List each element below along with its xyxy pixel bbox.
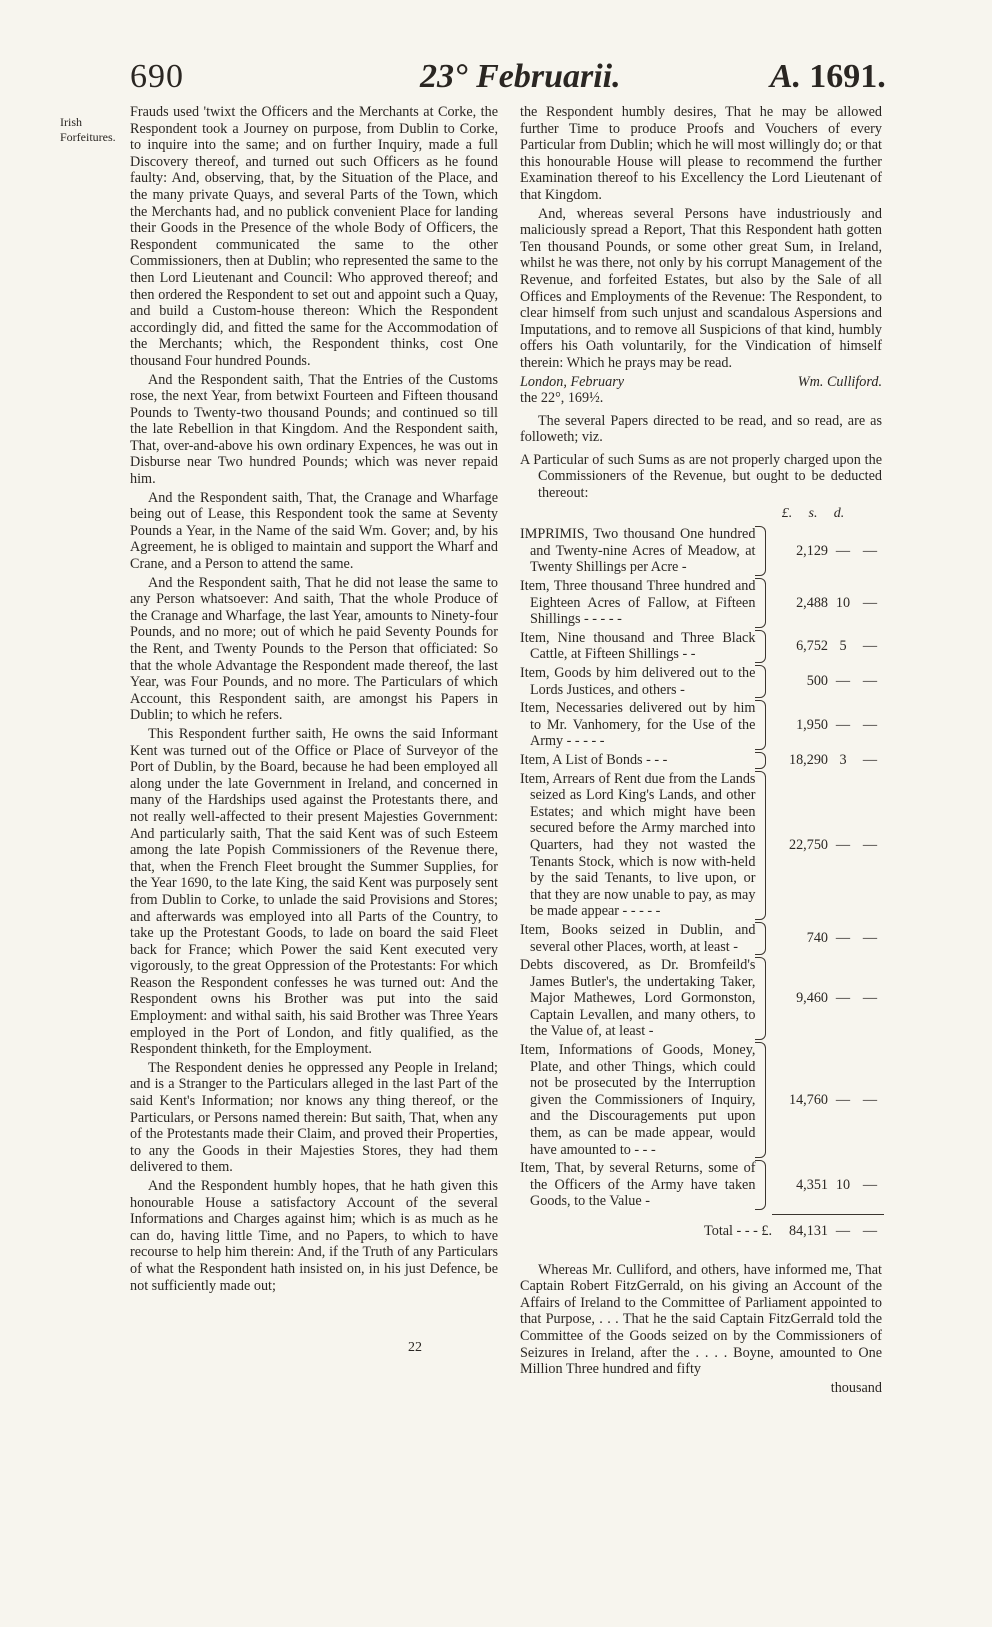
amount-pounds: 6,752 xyxy=(796,638,828,655)
account-row xyxy=(520,700,882,750)
right-paragraph: the Respondent humbly desires, That he may be allowed further Time to produce Proofs and Vouchers of every Particular from Dublin; which he will most willingly do; or that this honourable House will please to recommend the further Examination thereof to his Excellency the Lord Lieutenant of that Kingdom. xyxy=(520,104,882,203)
total-label: Total - - - £. xyxy=(704,1223,772,1239)
account-description: Item, Books seized in Dublin, and several other Places, worth, at least - xyxy=(520,921,756,955)
account-amount xyxy=(772,543,882,560)
total-amount xyxy=(772,1223,882,1240)
papers-note: The several Papers directed to be read, and so read, are as followeth; viz. xyxy=(520,412,882,446)
amount-shillings: 5 xyxy=(839,638,847,655)
signature-place: London, February xyxy=(520,373,625,390)
header-pence: d. xyxy=(833,505,845,521)
account-amount xyxy=(772,595,882,612)
account-row xyxy=(520,665,882,698)
running-title: 23° Februarii. xyxy=(420,58,621,95)
account-headers xyxy=(520,506,882,523)
header-pounds: £. xyxy=(781,505,793,521)
amount-pence: — xyxy=(862,751,878,768)
brace-mark xyxy=(755,1160,766,1210)
account-row xyxy=(520,752,882,769)
bottom-paragraph: Whereas Mr. Culliford, and others, have informed me, That Captain Robert FitzGerrald, on his giving an Account of the Affairs of Ireland to the Committee of Parliament appointed to that Purpose, . . . That he the said Captain FitzGerrald told the Committee of the Goods seized on by the Commissioners of Seizures in Ireland, after the . . . . Boyne, amounted to One Million Three hundred and fifty xyxy=(520,1261,882,1378)
right-column xyxy=(520,104,882,1396)
brace-mark xyxy=(755,665,766,698)
account-amount xyxy=(772,1177,882,1194)
amount-shillings: — xyxy=(835,990,851,1007)
year-value: 1691. xyxy=(809,58,886,95)
account-description: Item, A List of Bonds - - - xyxy=(520,751,668,768)
left-paragraph: The Respondent denies he oppressed any People in Ireland; and is a Stranger to the Particulars alleged in the last Part of the said Kent's Information; nor knows any thing thereof, or the Particulars, or Persons named therein: But saith, That, when any of the Protestants made their Claim, and proved their Properties, to any the Goods in their Majesties Stores, they had them delivered to them. xyxy=(130,1059,498,1176)
signature-name: Wm. Culliford. xyxy=(797,373,882,390)
total-shillings: — xyxy=(835,1223,851,1239)
catchword: thousand xyxy=(830,1379,882,1396)
brace-mark xyxy=(755,630,766,663)
account-description: Item, Three thousand Three hundred and Eighteen Acres of Fallow, at Fifteen Shillings - - - - - xyxy=(520,578,756,628)
left-paragraph: This Respondent further saith, He owns the said Informant Kent was turned out of the Office or Place of Surveyor of the Port of Dublin, by the Board, because he had been employed all along under the late Government in Ireland, and concerned in many of the Hardships used against the Protestants there, and not really well-affected to their present Majesties Government: And particularly saith, That the said Kent was of such Esteem among the late Popish Commissioners of the Revenue there, that, when the French Fleet brought the Summer Supplies, for the Year 1690, to the late King, the said Kent was purposely sent from Dublin to Corke, to unlade the said Provisions and Stores; and afterwards was employed into all Parts of the Country, to take up the Protestant Goods, to lade on board the said Fleet back for France; which Power the said Kent executed very vigorously, to the great Oppression of the Protestants: For which Reason the Respondent confesses he was turned out: And the Respondent owns his Brother was put into the said Employment: and withal saith, his said Brother was Three Years employed in the Port of London, and fitly qualified, as the Respondent thinketh, for the Employment. xyxy=(130,725,498,1058)
amount-pence: — xyxy=(862,1176,878,1193)
amount-shillings: — xyxy=(835,836,851,853)
account-table xyxy=(520,506,882,1240)
amount-pence: — xyxy=(862,716,878,733)
total-rule xyxy=(772,1214,884,1215)
account-row xyxy=(520,922,882,955)
account-description: Item, Goods by him delivered out to the Lords Justices, and others - xyxy=(520,665,756,698)
account-description: Debts discovered, as Dr. Bromfeild's James Butler's, the undertaking Taker, Major Mathewes, Lord Gormonston, Captain Levallen, and many others, to the Value of, at least - xyxy=(520,957,756,1040)
amount-pounds: 2,488 xyxy=(796,594,828,611)
total-pounds: 84,131 xyxy=(788,1223,828,1239)
amount-pounds: 22,750 xyxy=(788,836,828,853)
amount-pence: — xyxy=(862,594,878,611)
amount-shillings: — xyxy=(835,930,851,947)
account-description: Item, That, by several Returns, some of the Officers of the Army have taken Goods, to the Value - xyxy=(520,1160,756,1210)
amount-pounds: 9,460 xyxy=(796,990,828,1007)
account-description: IMPRIMIS, Two thousand One hundred and Twenty-nine Acres of Meadow, at Twenty Shillings per Acre - xyxy=(520,526,756,576)
brace-mark xyxy=(755,1042,766,1158)
account-amount xyxy=(772,1092,882,1109)
account-row xyxy=(520,526,882,576)
total-pence: — xyxy=(862,1223,878,1239)
account-row xyxy=(520,1160,882,1210)
amount-shillings: 10 xyxy=(835,1176,851,1193)
amount-pence: — xyxy=(862,1091,878,1108)
amount-pence: — xyxy=(862,836,878,853)
left-paragraph: Frauds used 'twixt the Officers and the Merchants at Corke, the Respondent took a Journey on purpose, from Dublin to Corke, to inquire into the same; and on further Inquiry, made a full Discovery thereof, and turned out such Officers as he found faulty: And, observing, that, by the Situation of the Place, and the many private Quays, and several Parts of the Town, which the Merchants had, and no publick convenient Place for landing their Goods in the Presence of the whole Body of Officers, the Respondent communicated the same to the other Commissioners, then at Dublin; who represented the same to the then Lord Lieutenant and Council: Who approved thereof; and then ordered the Respondent to set out and appoint such a Quay, and build a Custom-house thereon: Which the Respondent accordingly did, and fitted the same for the Accommodation of the Merchants; which, the Respondent thinks, cost One thousand Four hundred Pounds. xyxy=(130,104,498,369)
brace-mark xyxy=(755,922,766,955)
amount-shillings: — xyxy=(835,673,851,690)
amount-shillings: — xyxy=(835,716,851,733)
right-paragraph: And, whereas several Persons have industriously and maliciously spread a Report, That this Respondent hath gotten Ten thousand Pounds, or some other great Sum, in Ireland, whilst he was there, not only by his corrupt Management of the Revenue, and forfeited Estates, but also by the Sale of all Offices and Employments of the Revenue: The Respondent, to clear himself from such unjust and scandalous Aspersions and Imputations, and to remove all Suspicions of that kind, humbly offers his Oath voluntarily, for the Vindication of himself therein: Which he prays may be read. xyxy=(520,205,882,371)
left-paragraph: And the Respondent saith, That, the Cranage and Wharfage being out of Lease, this Respondent took the same at Seventy Pounds a Year, in the Name of the said Wm. Gover; and, by his Agreement, he is obliged to maintain and support the Wharf and Crane, and a Person to attend the same. xyxy=(130,489,498,573)
amount-pounds: 4,351 xyxy=(796,1176,828,1193)
running-year xyxy=(770,58,886,96)
amount-shillings: — xyxy=(835,1091,851,1108)
amount-pence: — xyxy=(862,542,878,559)
brace-mark xyxy=(755,771,766,920)
page-number: 690 xyxy=(130,58,184,95)
left-paragraph: And the Respondent saith, That the Entries of the Customs rose, the next Year, from betwixt Fourteen and Fifteen thousand Pounds to Twenty-two thousand Pounds; and continued so till the late Rebellion in that Kingdom. And the Respondent saith, That, over-and-above his own ordinary Expences, he was out in Disburse near Two hundred Pounds; which was never repaid him. xyxy=(130,371,498,488)
amount-pence: — xyxy=(862,930,878,947)
account-amount xyxy=(772,673,882,690)
left-paragraph: And the Respondent saith, That he did not lease the same to any Person whatsoever: And saith, That the whole Produce of the Cranage and Wharfage, the last Year, amounts to Ninety-four Pounds, and no more; out of which he paid Seventy Pounds for the Rent, and Twenty Pounds to the Person that officiated: So that the whole Advantage the Respondent made thereof, the last Year, was Four Pounds, and no more. The Particulars of which Account, this Respondent saith, are amongst his Papers in Dublin; to which he refers. xyxy=(130,574,498,724)
account-rows xyxy=(520,526,882,1210)
year-prefix: A. xyxy=(770,58,802,95)
brace-mark xyxy=(755,752,766,769)
particular-heading: A Particular of such Sums as are not properly charged upon the Commissioners of the Revenue, but ought to be deducted thereout: xyxy=(520,451,882,502)
amount-pounds: 18,290 xyxy=(788,751,828,768)
amount-pounds: 1,950 xyxy=(796,716,828,733)
header-shillings: s. xyxy=(808,505,818,521)
brace-mark xyxy=(755,526,766,576)
account-amount xyxy=(772,717,882,734)
left-paragraph: And the Respondent humbly hopes, that he hath given this honourable House a satisfactory Account of the several Informations and Charges against him; which is as much as he can do, having little Time, and no Papers, to which to have recourse to help him therein: And, if the Truth of any Particulars of what the Respondent hath insisted on, in his just Defence, be not sufficiently made out; xyxy=(130,1178,498,1294)
signature-line xyxy=(520,374,882,391)
margin-note: Irish Forfeitures. xyxy=(60,115,116,144)
amount-pence: — xyxy=(862,638,878,655)
account-row xyxy=(520,578,882,628)
account-row xyxy=(520,1042,882,1158)
account-amount xyxy=(772,638,882,655)
account-amount xyxy=(772,930,882,947)
amount-pence: — xyxy=(862,990,878,1007)
amount-pounds: 2,129 xyxy=(796,542,828,559)
signature-date: the 22°, 169½. xyxy=(520,390,604,407)
account-amount xyxy=(772,837,882,854)
brace-mark xyxy=(755,700,766,750)
account-row xyxy=(520,957,882,1040)
amount-pence: — xyxy=(862,673,878,690)
amount-shillings: 10 xyxy=(835,594,851,611)
account-description: Item, Nine thousand and Three Black Cattle, at Fifteen Shillings - - xyxy=(520,629,756,663)
amount-pounds: 14,760 xyxy=(788,1091,828,1108)
amount-shillings: — xyxy=(835,542,851,559)
amount-shillings: 3 xyxy=(839,751,847,768)
page-header xyxy=(0,50,992,100)
account-description: Item, Informations of Goods, Money, Plate, and other Things, which could not be prosecuted by the Interruption given the Commissioners of Inquiry, and the Discouragements put upon them, as can be made appear, would have amounted to - - - xyxy=(520,1042,756,1158)
account-amount xyxy=(772,752,882,769)
amount-pounds: 500 xyxy=(806,673,828,690)
brace-mark xyxy=(755,578,766,628)
total-row xyxy=(520,1223,882,1240)
account-row xyxy=(520,771,882,920)
amount-pounds: 740 xyxy=(806,930,828,947)
account-description: Item, Necessaries delivered out by him to Mr. Vanhomery, for the Use of the Army - - - - - xyxy=(520,700,756,750)
account-row xyxy=(520,630,882,663)
left-column xyxy=(130,104,498,1296)
signature-mark: 22 xyxy=(408,1340,422,1355)
account-description: Item, Arrears of Rent due from the Lands seized as Lord King's Lands, and other Estates; and which might have been secured before the Army marched into Quarters, had they not wasted the Tenants Stock, which is now with-held by the said Tenants, to live upon, or that they are now unable to pay, as may be made appear - - - - - xyxy=(520,770,756,920)
account-amount xyxy=(772,990,882,1007)
brace-mark xyxy=(755,957,766,1040)
